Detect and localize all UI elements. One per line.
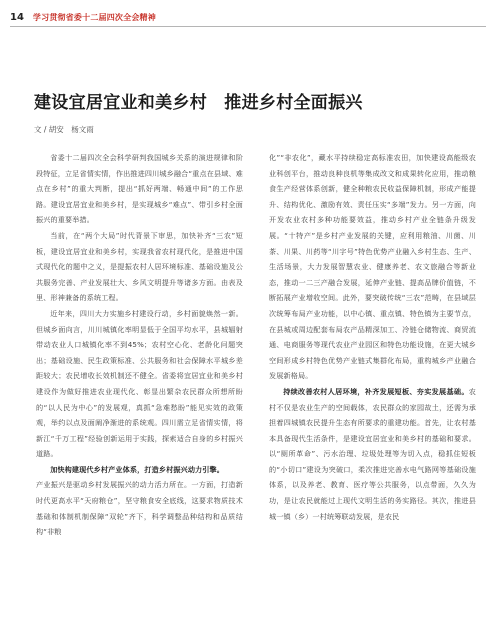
paragraph: 加快构建现代乡村产业体系，打造乡村振兴动力引擎。 [50, 464, 225, 474]
paragraph: 当前，在“两个大局”时代背景下审思，加快补齐“三农”短板，建设宜居宜业和美乡村，实现我省农村现代化，是推进中国式现代化的题中之义，是提振农村人居环境标准、基础设施及公共服务完善、产业发展壮大、乡风文明提升等诸多方面。由表及里、形神兼备的系统工程。 [36, 230, 243, 303]
paragraph [269, 384, 476, 524]
running-title: 学习贯彻省委十二届四次全会精神 [32, 12, 156, 22]
paragraph: 省委十二届四次全会科学研判我国城乡关系的演进规律和阶段特征，立足省情实情，作出推进四川城乡融合“重点在县域、难点在乡村”的重大判断，提出“抓好两端、畅通中间”的工作思路。建设宜居宜业和美乡村，是实现城乡“难点”、带引乡村全面振兴的重要举措。 [36, 153, 243, 225]
paragraph-text: 农村不仅是农业生产的空间载体，农民群众的家园故土，还需为承担着四城镇农民提升生态有所要求的重建功能。首先，让农村基本具备现代生活条件，是建设宜居宜业和美乡村的基础和要求。以“厕所革命”、污水治理、垃圾处理等为切入点，稳抓住短板的“小切口”建设为突破口，柔次推进完善水电气路网等基础设施体系，以及养老、教育、医疗等公共服务，以点带面，久久为功，是让农民就能过上现代文明生活的务实路径。其次，推进县城一镇（乡）一村统筹联动发展，是农民 [269, 386, 476, 521]
text-column-right [269, 150, 476, 636]
page-header [10, 8, 486, 26]
article-title: 建设宜居宜业和美乡村 推进乡村全面振兴 [34, 93, 363, 113]
page-number: 14 [10, 11, 24, 23]
text-column-left [36, 150, 243, 636]
header-rule [10, 26, 486, 27]
paragraph: 产业振兴是驱动乡村发展振兴的动力活力所在。一方面，打造新时代更高水平“天府粮仓”，坚守粮食安全底线，这要求物质技术基础和体制机制保障“双轮”齐下，科学调整品种结构和品质结构“非粮 [36, 480, 243, 537]
byline: 文 / 胡安 杨文雨 [34, 125, 94, 134]
article-body [36, 150, 476, 636]
paragraph: 化”“非农化”，藏水平持续稳定高标准农田，加快建设高能级农业科创平台，推动良种良机等集成改文和成果转化应用，推动粮食生产经营体系创新，健全种粮农民收益保障机制，形成产能提升、结构优化、激励有效、责任压实“多端”发力。另一方面，向开发农业农村多种功能要效益，推动乡村产业全链条升级发展。“十特产”是乡村产业发展的关键，应利用粮油、川菌、川茶、川果、川药等“川字号”特色优势产业融入乡村生态、生产、生活场景，大力发展智慧农业、健康养老、农文旅融合等新业态，推动一二三产融合发展，延伸产业链、提高品牌价值链，不断拓展产业增收空间。此外，要突破传统“三农”范畴，在县域层次统筹布局产业功能，以中心镇、重点镇、特色镇为主要节点，在县城或周边配套布局农产品精深加工、冷链仓储物流、商贸流通、电商服务等现代农业产业园区和特色功能设施，在更大城乡空间形成乡村特色优势产业链式集群化布局，重构城乡产业融合发展新格局。 [269, 153, 476, 381]
paragraph: 近年来，四川大力实施乡村建设行动，乡村面貌焕然一新。但城乡面向言，川川城镇化率明显低于全国平均水平，县城辐射带动农业人口城镇化率不到45%；农村空心化、老龄化问题突出；基础设施、民生政策标准、公共服务和社会保障水平城乡差距较大；农民增收长效机制还不健全。省委将宜居宜业和美乡村建设作为做好推进农业现代化、彰显出繁杂农民群众所想所盼的“以人民为中心”的发展观，真抓“急难愁盼”能见实效的政策观，举约以点及面阐净渐进的系统观。四川需立足省情实情，将新江“千万工程”经验创新运用于实践，探索适合自身的乡村振兴道路。 [36, 308, 243, 459]
paragraph-lead: 持续改善农村人居环境，补齐发展短板、夯实发展基础。 [283, 386, 469, 396]
